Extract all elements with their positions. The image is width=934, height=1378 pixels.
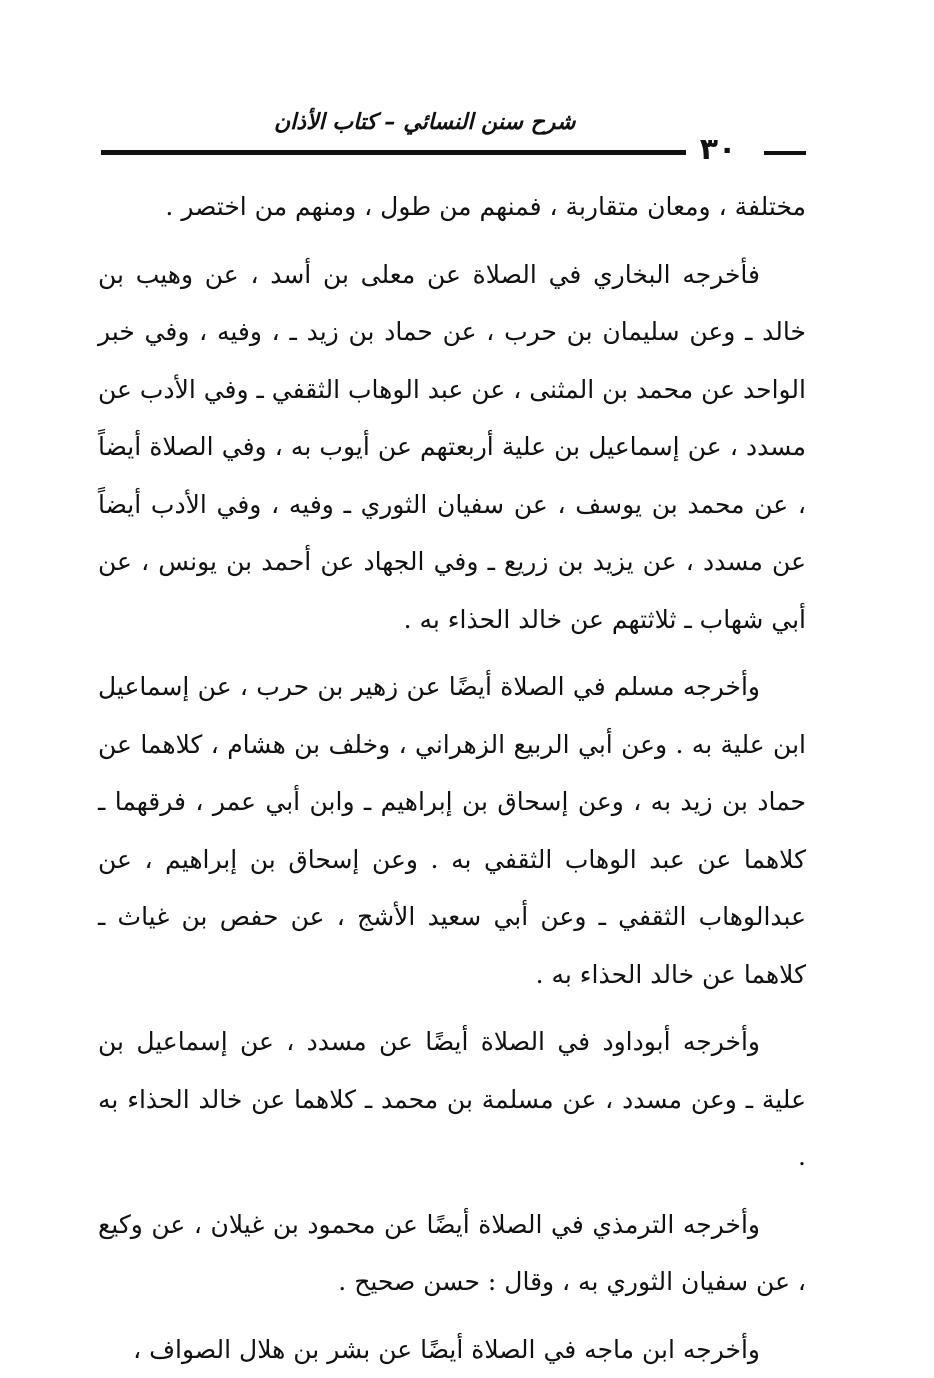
paragraph-ibn-majah: وأخرجه ابن ماجه في الصلاة أيضًا عن بشر بن هلال الصواف ، [98,1321,806,1378]
paragraph-abu-dawud: وأخرجه أبوداود في الصلاة أيضًا عن مسدد ، عن إسماعيل بن علية ـ وعن مسدد ، عن مسلمة بن محمد ـ كلاهما عن خالد الحذاء به . [98,1013,806,1186]
header-rule-long [101,150,686,155]
page-number: ٣٠ [688,130,748,170]
header-rule-short [764,151,806,155]
body-text [98,178,806,1378]
paragraph-muslim: وأخرجه مسلم في الصلاة أيضًا عن زهير بن حرب ، عن إسماعيل ابن علية به . وعن أبي الربيع الزهراني ، وخلف بن هشام ، كلاهما عن حماد بن زيد به ، وعن إسحاق بن إبراهيم ـ وابن أبي عمر ، فرقهما ـ كلاهما عن عبد الوهاب الثقفي به . وعن إسحاق بن إبراهيم ، عن عبدالوهاب الثقفي ـ وعن أبي سعيد الأشج ، عن حفص بن غياث ـ كلاهما عن خالد الحذاء به . [98,658,806,1003]
running-header-title: شرح سنن النسائي – كتاب الأذان [274,106,834,140]
paragraph-tirmidhi: وأخرجه الترمذي في الصلاة أيضًا عن محمود بن غيلان ، عن وكيع ، عن سفيان الثوري به ، وقال : حسن صحيح . [98,1196,806,1311]
paragraph-continuation: مختلفة ، ومعان متقاربة ، فمنهم من طول ، ومنهم من اختصر . [98,178,806,236]
paragraph-bukhari: فأخرجه البخاري في الصلاة عن معلى بن أسد ، عن وهيب بن خالد ـ وعن سليمان بن حرب ، عن حماد بن زيد ـ ، وفيه ، وفي خبر الواحد عن محمد بن المثنى ، عن عبد الوهاب الثقفي ـ وفي الأدب عن مسدد ، عن إسماعيل بن علية أربعتهم عن أيوب به ، وفي الصلاة أيضاً ، عن محمد بن يوسف ، عن سفيان الثوري ـ وفيه ، وفي الأدب أيضاً عن مسدد ، عن يزيد بن زريع ـ وفي الجهاد عن أحمد بن يونس ، عن أبي شهاب ـ ثلاثتهم عن خالد الحذاء به . [98,246,806,649]
